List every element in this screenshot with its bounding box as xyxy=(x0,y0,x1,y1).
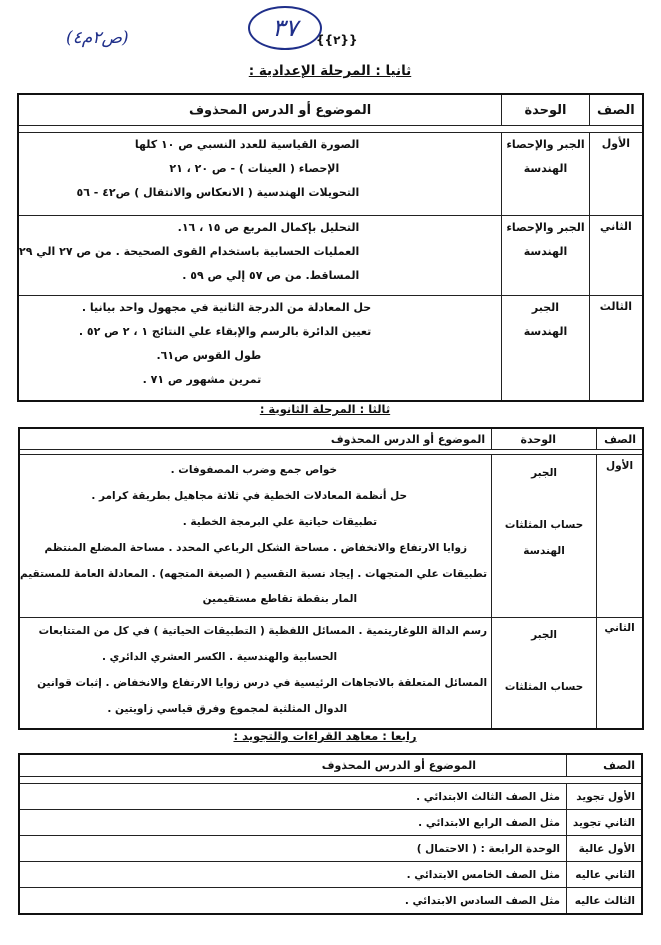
topic-line: الدوال المثلثية لمجموع وفرق قياسي زاويتين . xyxy=(107,703,348,715)
topic-line: التحويلات الهندسية ( الانعكاس والانتقال ) ص٤٢ - ٥٦ xyxy=(76,186,360,199)
topic-line: الإحصاء ( العينات ) - ص ٢٠ ، ٢١ xyxy=(169,162,340,175)
circled-page-number xyxy=(248,6,322,50)
table-row xyxy=(18,216,643,296)
topic-line: حل أنظمة المعادلات الخطية في ثلاثة مجاهيل بطريقة كرامر . xyxy=(91,490,408,502)
grade-cell: الثاني xyxy=(599,220,632,233)
grade-cell: الأول تجويد xyxy=(567,784,643,810)
grade-column-header: الصف xyxy=(589,94,643,126)
unit-cell: الهندسة xyxy=(523,545,565,557)
grade-cell: الأول xyxy=(601,137,631,150)
unit-column-header: الوحدة xyxy=(502,94,589,126)
table-row xyxy=(19,862,642,888)
topic-line: تطبيقات علي المتجهات . إيجاد نسبة التقسيم ( الصيغة المتجهه) . المعادلة العامة للمستقيم xyxy=(20,568,488,580)
grade-cell: الأول xyxy=(605,460,634,472)
unit-cell: حساب المثلثات xyxy=(504,681,584,693)
table-row xyxy=(19,836,642,862)
table-row xyxy=(19,810,642,836)
unit-cell: الهندسة xyxy=(523,162,568,175)
topic-line: رسم الدالة اللوغاريتمية . المسائل اللفظية ( التطبيقات الحياتية ) في كل من المتتابعات xyxy=(38,625,488,637)
unit-cell: الجبر xyxy=(531,467,558,479)
topic-line: تعيين الدائرة بالرسم والإبقاء علي النتائج ١ ، ٢ ص ٥٢ . xyxy=(78,325,372,338)
table-row xyxy=(19,888,642,915)
table-row xyxy=(18,133,643,216)
topic-line: حل المعادلة من الدرجة الثانية في مجهول واحد بيانيا . xyxy=(81,301,372,314)
topic-line: التحليل بإكمال المربع ص ١٥ ، ١٦. xyxy=(177,221,360,234)
unit-cell: الجبر والإحصاء xyxy=(506,221,585,234)
table-row xyxy=(18,296,643,402)
unit-cell: حساب المثلثات xyxy=(504,519,584,531)
grade-cell: الثاني تجويد xyxy=(567,810,643,836)
unit-cell: الهندسة xyxy=(523,325,568,338)
topic-cell: مثل الصف الخامس الابتدائي . xyxy=(19,862,567,888)
grade-cell: الثاني عاليه xyxy=(567,862,643,888)
grade-cell: الثاني xyxy=(604,622,635,634)
page-reference: {{٢}} xyxy=(316,33,358,47)
table-header-row xyxy=(18,94,643,126)
table-header-row xyxy=(19,754,642,777)
table-header-row xyxy=(19,428,643,450)
table-row xyxy=(19,455,643,618)
topic-column-header: الموضوع أو الدرس المحذوف xyxy=(18,94,502,126)
topic-column-header: الموضوع أو الدرس المحذوف xyxy=(19,754,567,777)
topic-line: طول القوس ص٦١. xyxy=(156,349,262,362)
topic-line: الحسابية والهندسية . الكسر العشري الدائري . xyxy=(102,651,338,663)
topic-cell: مثل الصف الثالث الابتدائي . xyxy=(19,784,567,810)
handwritten-note: (ص٢م٤) xyxy=(66,28,129,48)
institutes-table xyxy=(18,753,643,915)
grade-column-header: الصف xyxy=(567,754,643,777)
unit-cell: الجبر xyxy=(531,629,558,641)
topic-line: تمرين مشهور ص ٧١ . xyxy=(142,373,262,386)
section-preparatory-heading: ثانيا : المرحلة الإعدادية : xyxy=(248,63,412,79)
topic-line: المار بنقطة تقاطع مستقيمين xyxy=(202,593,358,605)
topic-line: المسائل المتعلقة بالاتجاهات الرئيسية في درس زوايا الارتفاع والانخفاض . إثبات قوانين xyxy=(37,677,488,689)
topic-line: زوايا الارتفاع والانخفاض . مساحة الشكل الرباعي المحدد . مساحة المضلع المنتظم xyxy=(44,542,468,554)
unit-cell: الجبر والإحصاء xyxy=(506,138,585,151)
topic-cell: الوحدة الرابعة : ( الاحتمال ) xyxy=(19,836,567,862)
topic-cell: مثل الصف الرابع الابتدائي . xyxy=(19,810,567,836)
grade-cell: الأول عالية xyxy=(567,836,643,862)
topic-cell: مثل الصف السادس الابتدائي . xyxy=(19,888,567,915)
secondary-table xyxy=(18,427,644,730)
topic-column-header: الموضوع أو الدرس المحذوف xyxy=(19,428,492,450)
unit-cell: الهندسة xyxy=(523,245,568,258)
preparatory-table xyxy=(17,93,644,402)
page-number-text: ٣٧ xyxy=(272,14,298,42)
topic-line: الصورة القياسية للعدد النسبي ص ١٠ كلها xyxy=(134,138,360,151)
unit-column-header: الوحدة xyxy=(492,428,597,450)
unit-cell: الجبر xyxy=(531,301,560,314)
section-institutes-heading: رابعا : معاهد القراءات والتجويد : xyxy=(233,729,417,743)
grade-cell: الثالث xyxy=(599,300,632,313)
topic-line: المساقط. من ص ٥٧ إلي ص ٥٩ . xyxy=(182,269,360,282)
topic-line: خواص جمع وضرب المصفوفات . xyxy=(170,464,338,476)
topic-line: العمليات الحسابية باستخدام القوى الصحيحة . من ص ٢٧ الي ٢٩ xyxy=(19,245,360,258)
section-secondary-heading: ثالثا : المرحلة الثانوية : xyxy=(259,402,391,416)
grade-column-header: الصف xyxy=(597,428,643,450)
grade-cell: الثالث عاليه xyxy=(567,888,643,915)
table-row xyxy=(19,784,642,810)
table-row xyxy=(19,618,643,730)
topic-line: تطبيقات حياتية علي البرمجة الخطية . xyxy=(182,516,378,528)
